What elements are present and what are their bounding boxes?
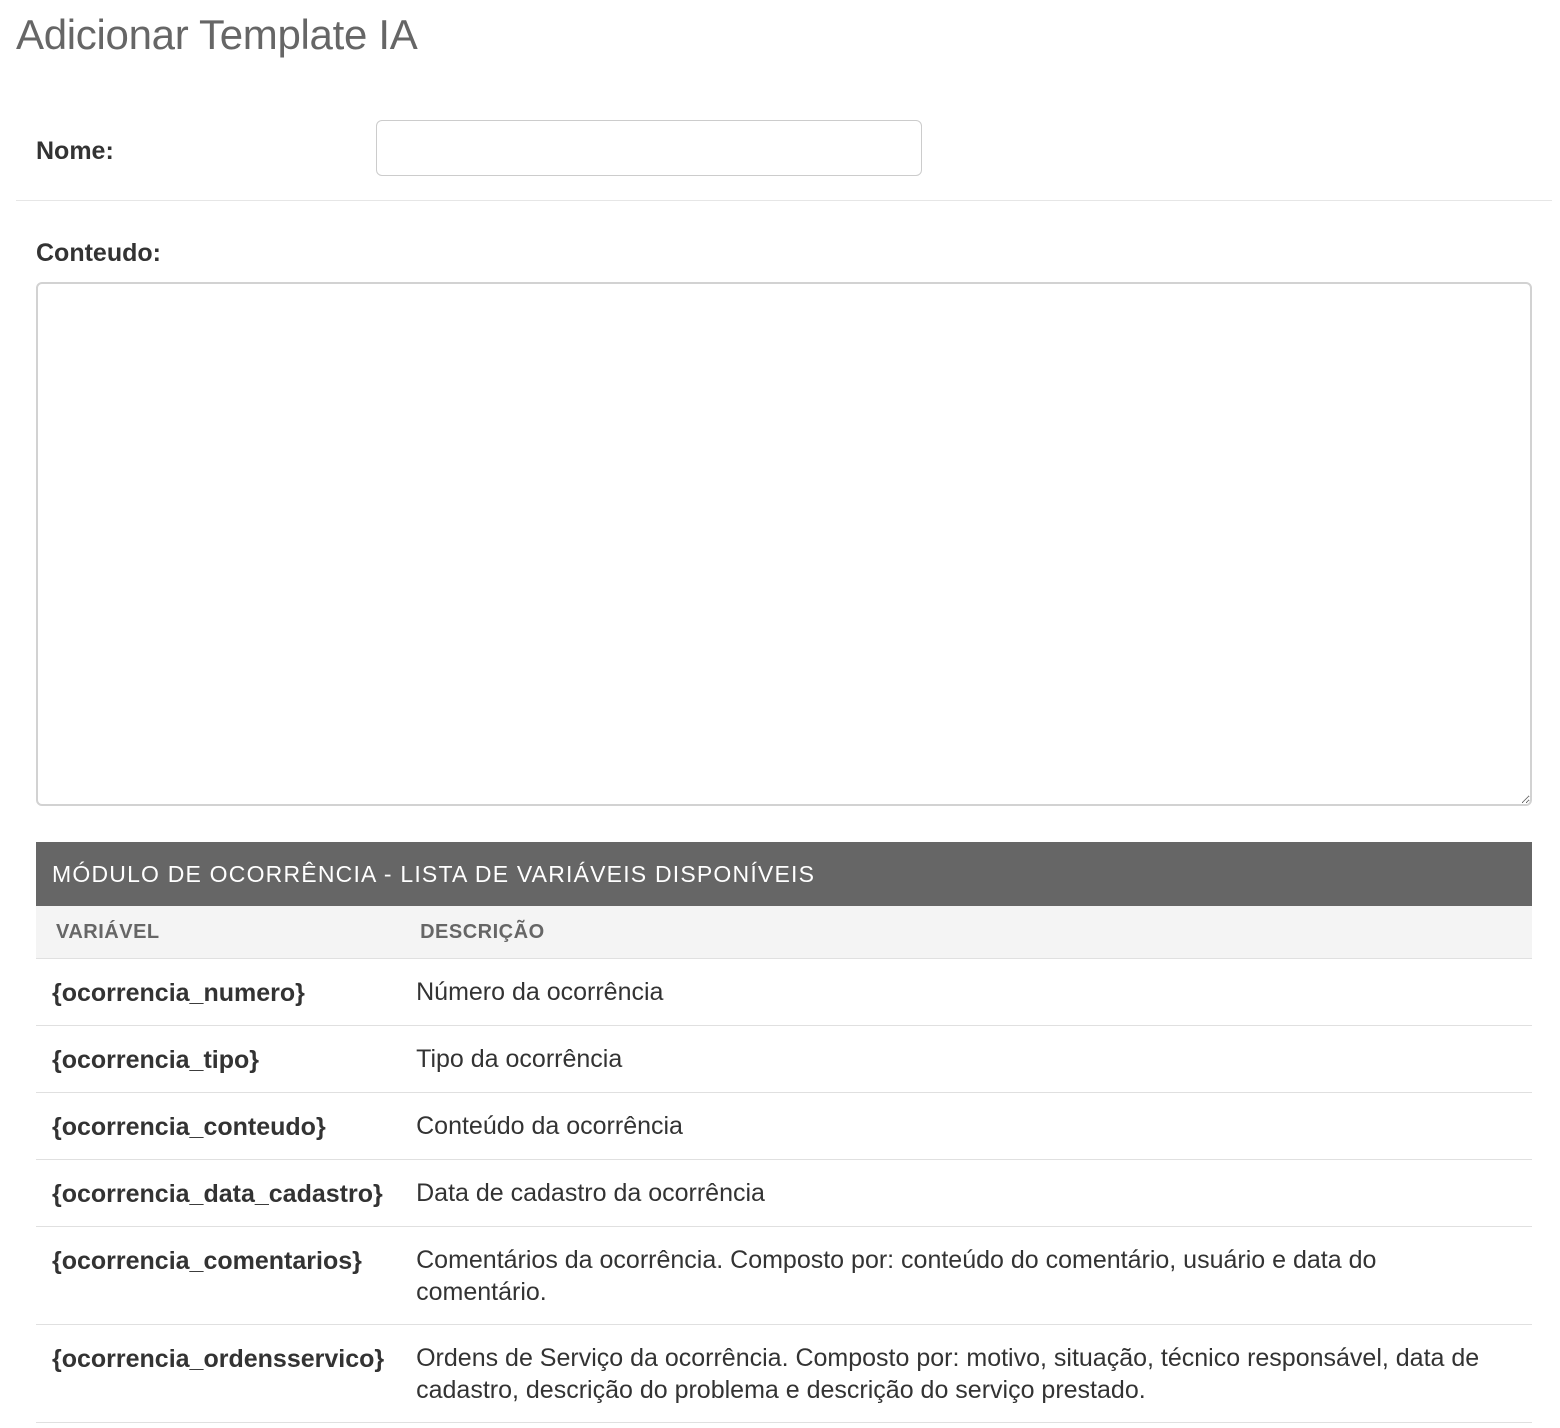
content-label: Conteudo: <box>36 239 161 267</box>
name-label: Nome: <box>36 137 114 165</box>
variable-cell: {ocorrencia_numero} <box>36 958 400 1025</box>
column-header-variable: VARIÁVEL <box>36 906 400 958</box>
description-cell: Data de cadastro da ocorrência <box>400 1159 1532 1226</box>
content-textarea[interactable] <box>36 282 1532 806</box>
description-cell: Ordens de Serviço da ocorrência. Composto por: motivo, situação, técnico responsável, data de cadastro, descrição do problema e descrição do serviço prestado. <box>400 1324 1532 1422</box>
table-row <box>36 958 1532 1025</box>
variable-cell: {ocorrencia_comentarios} <box>36 1226 400 1324</box>
variable-cell: {ocorrencia_conteudo} <box>36 1092 400 1159</box>
table-row <box>36 1159 1532 1226</box>
name-form-row <box>16 96 1552 201</box>
table-row <box>36 1092 1532 1159</box>
table-row <box>36 1226 1532 1324</box>
description-cell: Número da ocorrência <box>400 958 1532 1025</box>
description-cell: Comentários da ocorrência. Composto por: conteúdo do comentário, usuário e data do comentário. <box>400 1226 1532 1324</box>
column-header-description: DESCRIÇÃO <box>400 906 1532 958</box>
name-input[interactable] <box>376 120 922 176</box>
description-cell: Tipo da ocorrência <box>400 1025 1532 1092</box>
variable-cell: {ocorrencia_data_cadastro} <box>36 1159 400 1226</box>
variables-table-caption: MÓDULO DE OCORRÊNCIA - LISTA DE VARIÁVEIS DISPONÍVEIS <box>36 842 1532 906</box>
table-row <box>36 1324 1532 1422</box>
variable-cell: {ocorrencia_ordensservico} <box>36 1324 400 1422</box>
page-title: Adicionar Template IA <box>16 11 418 58</box>
table-row <box>36 1025 1532 1092</box>
description-cell: Conteúdo da ocorrência <box>400 1092 1532 1159</box>
variable-cell: {ocorrencia_tipo} <box>36 1025 400 1092</box>
variables-table <box>36 842 1532 1423</box>
